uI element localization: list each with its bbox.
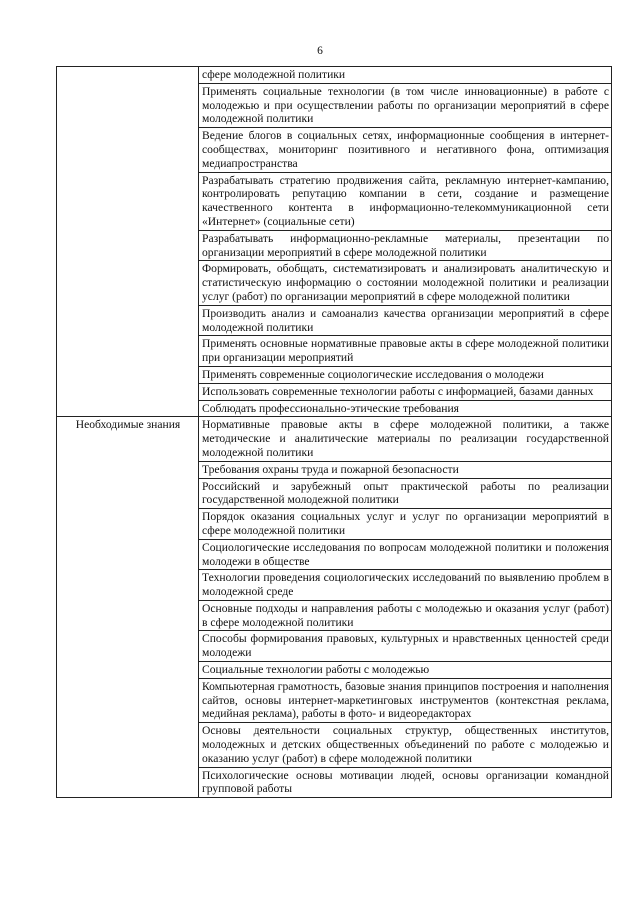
table-cell: Основные подходы и направления работы с молодежью и оказания услуг (работ) в сфере молодежной политики	[199, 600, 612, 631]
table-cell: Российский и зарубежный опыт практической работы по реализации государственной молодежной политики	[199, 478, 612, 509]
table-cell: Разрабатывать стратегию продвижения сайта, рекламную интернет-кампанию, контролировать репутацию компании в сети, создание и размещение качественного контента в информационно-телекоммуникационной сети «Интернет» (социальные сети)	[199, 172, 612, 230]
table-cell: Производить анализ и самоанализ качества организации мероприятий в сфере молодежной политики	[199, 305, 612, 336]
table-cell: Применять основные нормативные правовые акты в сфере молодежной политики при организации мероприятий	[199, 336, 612, 367]
page-number: 6	[317, 45, 323, 57]
table-cell: Применять социальные технологии (в том числе инновационные) в работе с молодежью и при осуществлении работы по организации мероприятий в сфере молодежной политики	[199, 83, 612, 127]
table-cell: Требования охраны труда и пожарной безопасности	[199, 461, 612, 478]
table-cell: Компьютерная грамотность, базовые знания принципов построения и наполнения сайтов, основы интернет-маркетинговых инструментов (контекстная реклама, медийная реклама), работы в фото- и видеоредакторах	[199, 678, 612, 722]
table-cell: Технологии проведения социологических исследований по выявлению проблем в молодежной среде	[199, 570, 612, 601]
table-cell: Социологические исследования по вопросам молодежной политики и положения молодежи в обществе	[199, 539, 612, 570]
table-row	[57, 67, 612, 84]
table-cell: Разрабатывать информационно-рекламные материалы, презентации по организации мероприятий в сфере молодежной политики	[199, 230, 612, 261]
section-label-skills	[57, 67, 199, 417]
table-cell: Психологические основы мотивации людей, основы организации командной групповой работы	[199, 767, 612, 798]
table-cell: Социальные технологии работы с молодежью	[199, 662, 612, 679]
table-cell: Соблюдать профессионально-этические требования	[199, 400, 612, 417]
requirements-table	[56, 66, 612, 798]
table-cell: Основы деятельности социальных структур, общественных институтов, молодежных и детских общественных объединений по работе с молодежью и оказанию услуг (работ) в сфере молодежной политики	[199, 723, 612, 767]
table-cell: Применять современные социологические исследования о молодежи	[199, 366, 612, 383]
table-row	[57, 417, 612, 461]
table-cell: Порядок оказания социальных услуг и услуг по организации мероприятий в сфере молодежной политики	[199, 509, 612, 540]
table-cell: сфере молодежной политики	[199, 67, 612, 84]
table-cell: Способы формирования правовых, культурных и нравственных ценностей среди молодежи	[199, 631, 612, 662]
table-cell: Формировать, обобщать, систематизировать и анализировать аналитическую и статистическую информацию о состоянии молодежной политики и реализации услуг (работ) по организации мероприятий в сфере молодежной политики	[199, 261, 612, 305]
table-cell: Использовать современные технологии работы с информацией, базами данных	[199, 383, 612, 400]
table-cell: Нормативные правовые акты в сфере молодежной политики, а также методические и аналитические материалы по реализации государственной молодежной политики	[199, 417, 612, 461]
section-label-knowledge: Необходимые знания	[57, 417, 199, 798]
table-cell: Ведение блогов в социальных сетях, информационные сообщения в интернет-сообществах, мониторинг позитивного и негативного фона, оптимизация медиапространства	[199, 128, 612, 172]
